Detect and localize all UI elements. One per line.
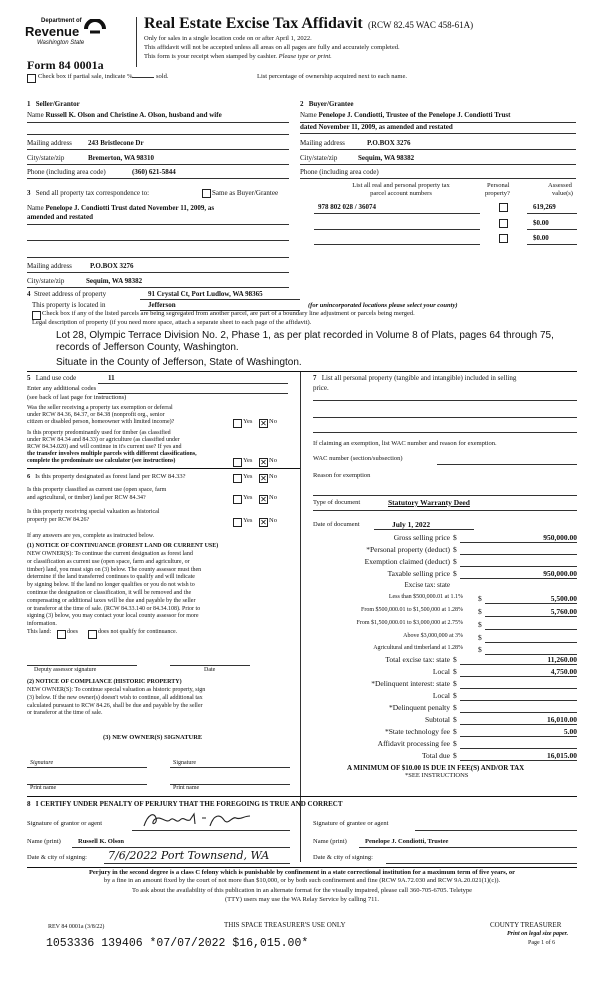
certify-statement: I CERTIFY UNDER PENALTY OF PERJURY THAT THE FOREGOING IS TRUE AND CORRECT <box>35 800 343 808</box>
total-excise-tax-state-value[interactable]: 11,260.00 <box>547 655 577 664</box>
excise-tax-local-dollar: $ <box>453 667 457 676</box>
gross-selling-price-dollar: $ <box>453 533 457 542</box>
parcel-number-1[interactable]: 978 802 028 / 36074 <box>318 203 376 211</box>
dept-line3: Washington State <box>37 40 85 46</box>
assessed-value-1[interactable]: 619,269 <box>533 203 556 211</box>
notice-line: continue the designation or classification, it will be removed and the <box>27 590 192 596</box>
gross-selling-price-value[interactable]: 950,000.00 <box>543 533 577 542</box>
notice-line: determine if the land transferred continues to qualify and will indicate <box>27 574 195 581</box>
grantor-signature <box>140 808 260 832</box>
seller-mailing[interactable]: 243 Bristlecone Dr <box>88 139 144 147</box>
notice-line: NEW OWNER(S): To continue the current designation as forest land <box>27 551 193 557</box>
tax-tier-1-label: Less than $500,000.01 at 1.1% <box>388 594 463 600</box>
taxable-selling-price-value[interactable]: 950,000.00 <box>543 569 577 578</box>
document-date[interactable]: July 1, 2022 <box>392 520 431 529</box>
correspondence-name-line2[interactable]: amended and restated <box>27 213 93 221</box>
personal-property-checkbox-3[interactable] <box>499 234 508 243</box>
tax-tier-2-label: From $500,000.01 to $1,500,000 at 1.28% <box>361 607 463 613</box>
state-technology-fee-dollar: $ <box>453 727 457 736</box>
exemption-no-checkbox[interactable]: ✕ <box>260 419 267 428</box>
correspondence-name-line1[interactable]: Penelope J. Condiotti Trust dated November 11, 2009, as <box>45 204 215 212</box>
personal-property-deduct-dollar: $ <box>453 545 457 554</box>
notice-line: calculated pursuant to RCW 84.26, shall be due and payable by the seller <box>27 702 203 709</box>
total-due-dollar: $ <box>453 751 457 760</box>
notice-line: information. <box>27 621 57 628</box>
forest-yes-checkbox[interactable] <box>233 474 242 483</box>
notice-line: NEW OWNER(S): To continue special valuation as historic property, sign <box>27 687 206 693</box>
dept-line1: Department of <box>41 18 82 24</box>
notice-line: compensating or additional taxes will be due and payable by the seller <box>27 597 196 604</box>
buyer-name-line2[interactable]: dated November 11, 2009, as amended and restated <box>300 123 453 131</box>
notice-line: (3) below. If the new owner(s) doesn't wish to continue, all additional tax <box>27 694 203 701</box>
legal-description-line2[interactable]: records of Jefferson County, Washington. <box>56 342 239 353</box>
tax-tier-4-dollar: $ <box>478 633 482 642</box>
notice-line: by signing below. If the land no longer qualifies or you do not wish to <box>27 582 195 589</box>
personal-property-deduct-label: *Personal property (deduct) <box>366 545 450 554</box>
land-use-code[interactable]: 11 <box>108 374 115 382</box>
does-not-qualify-checkbox[interactable] <box>88 630 97 639</box>
legal-description-line3[interactable]: Situate in the County of Jefferson, State of Washington. <box>56 357 302 368</box>
correspondence-city[interactable]: Sequim, WA 98382 <box>86 277 143 285</box>
note-single-location: Only for sales in a single location code on or after April 1, 2022. <box>144 35 312 42</box>
grantor-print-name[interactable]: Russell K. Olson <box>78 838 125 845</box>
minimum-due-note: A MINIMUM OF $10.00 IS DUE IN FEE(S) AND/OR TAX <box>347 764 525 772</box>
property-county[interactable]: Jefferson <box>148 301 176 309</box>
affidavit-processing-fee-dollar: $ <box>453 739 457 748</box>
tax-tier-2-dollar: $ <box>478 607 482 616</box>
exemption-yes-checkbox[interactable] <box>233 419 242 428</box>
tax-tier-4-label: Above $3,000,000 at 3% <box>403 633 463 639</box>
notice-line: or transferor at the time of sale. <box>27 710 103 717</box>
personal-property-checkbox-2[interactable] <box>499 219 508 228</box>
tax-tier-3-dollar: $ <box>478 620 482 629</box>
excise-tax-state-label-label: Excise tax: state <box>404 581 450 589</box>
buyer-name-line1[interactable]: Penelope J. Condiotti, Trustee of the Penelope J. Condiotti Trust <box>318 111 511 119</box>
new-owner-signature-heading: (3) NEW OWNER(S) SIGNATURE <box>103 734 203 741</box>
total-excise-tax-state-dollar: $ <box>453 655 457 664</box>
buyer-phone-label: Phone (including area code) <box>300 168 379 176</box>
exemption-claimed-deduct-dollar: $ <box>453 557 457 566</box>
tax-tier-3-label: From $1,500,000.01 to $3,000,000 at 2.75% <box>356 620 463 626</box>
legal-paper-note: Print on legal size paper. <box>507 931 569 937</box>
delinquent-interest-state-dollar: $ <box>453 679 457 688</box>
delinquent-interest-state-label: *Delinquent interest: state <box>371 679 450 688</box>
same-as-buyer-label: Same as Buyer/Grantee <box>212 189 279 197</box>
page-number: Page 1 of 6 <box>528 940 556 946</box>
taxable-selling-price-dollar: $ <box>453 569 457 578</box>
availability-line1: To ask about the availability of this publication in an alternate format for the visually impaired, please call 360-705-6705. Teletype <box>132 887 472 894</box>
excise-tax-local-value[interactable]: 4,750.00 <box>550 667 577 676</box>
total-excise-tax-state-label: Total excise tax: state <box>385 655 450 664</box>
seller-name[interactable]: Russell K. Olson and Christine A. Olson, husband and wife <box>45 111 222 119</box>
note-accepted: This affidavit will not be accepted unless all areas on all pages are fully and accurately completed. <box>144 44 400 51</box>
property-street[interactable]: 91 Crystal Ct, Port Ludlow, WA 98365 <box>148 290 263 298</box>
dept-line2: Revenue <box>25 24 80 39</box>
personal-property-checkbox-1[interactable] <box>499 203 508 212</box>
county-treasurer-label: COUNTY TREASURER <box>490 921 562 929</box>
notice-line: or transferor at the time of sale. (RCW 84.33.140 or 84.34.108). Prior to <box>27 605 201 612</box>
document-type[interactable]: Statutory Warranty Deed <box>388 498 470 507</box>
subtotal-dollar: $ <box>453 715 457 724</box>
grantee-print-name[interactable]: Penelope J. Condiotti, Trustee <box>365 838 449 845</box>
grantor-date-city[interactable]: 7/6/2022 Port Townsend, WA <box>108 849 270 862</box>
notice-line: timber) land, you must sign on (3) below. The county assessor must then <box>27 566 202 573</box>
tax-tier-1-dollar: $ <box>478 594 482 603</box>
partial-sale-label: Check box if partial sale, indicate % sold. <box>38 73 169 80</box>
availability-line2: (TTY) users may use the WA Relay Service by calling 711. <box>225 896 379 903</box>
notice-line: signing (3) below, you may contact your local county assessor for more <box>27 613 199 620</box>
state-technology-fee-value[interactable]: 5.00 <box>563 727 577 736</box>
timber-no-checkbox[interactable]: ✕ <box>260 458 267 467</box>
timber-yes-checkbox[interactable] <box>233 458 242 467</box>
form-number: Form 84 0001a <box>27 58 104 72</box>
seller-city[interactable]: Bremerton, WA 98310 <box>88 154 155 162</box>
does-qualify-checkbox[interactable] <box>57 630 66 639</box>
affidavit-processing-fee-label: Affidavit processing fee <box>377 739 450 748</box>
delinquent-penalty-dollar: $ <box>453 703 457 712</box>
subtotal-label: Subtotal <box>424 715 450 724</box>
treasurer-use-heading: THIS SPACE TREASURER'S USE ONLY <box>224 921 346 929</box>
historic-no-checkbox[interactable]: ✕ <box>260 518 267 527</box>
forest-no-checkbox[interactable]: ✕ <box>260 474 267 483</box>
seller-heading: Seller/Grantor <box>35 100 80 108</box>
buyer-mailing[interactable]: P.O.BOX 3276 <box>367 139 411 147</box>
total-due-label: Total due <box>421 751 450 760</box>
tax-tier-5-dollar: $ <box>478 645 482 654</box>
notice-compliance-title: (2) NOTICE OF COMPLIANCE (HISTORIC PROPERTY) <box>27 679 182 685</box>
excise-tax-local-label: Local <box>432 667 450 676</box>
correspondence-mailing[interactable]: P.O.BOX 3276 <box>90 262 134 270</box>
treasurer-receipt-stamp: 1053336 139406 *07/07/2022 $16,015.00* <box>46 937 309 950</box>
subtotal-value[interactable]: 16,010.00 <box>547 715 577 724</box>
tax-tier-1-value[interactable]: 5,500.00 <box>550 594 577 603</box>
taxable-selling-price-label: Taxable selling price <box>387 569 450 578</box>
gross-selling-price-label: Gross selling price <box>393 533 450 542</box>
dor-logo-icon <box>84 19 106 39</box>
see-instructions-note: *SEE INSTRUCTIONS <box>405 772 469 779</box>
same-as-buyer-checkbox[interactable] <box>202 189 211 198</box>
perjury-line2: by a fine in an amount fixed by the court of not more than $10,000, or by both such confinement and fine (RCW 9A.72.030 and RCW 9A.20.021(1)(c)). <box>103 877 501 884</box>
tax-tier-5-label: Agricultural and timberland at 1.28% <box>373 645 463 651</box>
tax-tier-2-value[interactable]: 5,760.00 <box>550 607 577 616</box>
exemption-claimed-deduct-label: Exemption claimed (deduct) <box>364 557 450 566</box>
perjury-line1: Perjury in the second degree is a class C felony which is punishable by confinement in a state correctional institution for a maximum term of five years, or <box>88 869 516 876</box>
total-due-value[interactable]: 16,015.00 <box>547 751 577 760</box>
assessed-value-3[interactable]: $0.00 <box>533 234 549 242</box>
buyer-heading: Buyer/Grantee <box>308 100 354 108</box>
notice-continuance-title: (1) NOTICE OF CONTINUANCE (FOREST LAND OR CURRENT USE) <box>27 543 219 549</box>
seller-phone[interactable]: (360) 621-5844 <box>132 168 176 176</box>
historic-yes-checkbox[interactable] <box>233 518 242 527</box>
current-use-no-checkbox[interactable]: ✕ <box>260 495 267 504</box>
revision-code: REV 84 0001a (3/8/22) <box>48 924 105 930</box>
form-title-ref: (RCW 82.45 WAC 458-61A) <box>368 20 474 30</box>
form-title: Real Estate Excise Tax Affidavit <box>144 15 363 32</box>
delinquent-interest-local-label: Local <box>432 691 450 700</box>
partial-sale-checkbox[interactable] <box>27 74 36 83</box>
assessed-value-2[interactable]: $0.00 <box>533 219 549 227</box>
note-receipt: This form is your receipt when stamped by cashier. Please type or print. <box>144 53 332 60</box>
notice-line: or classification as current use (open space, farm and agriculture, or <box>27 558 190 565</box>
state-technology-fee-label: *State technology fee <box>385 727 450 736</box>
delinquent-interest-local-dollar: $ <box>453 691 457 700</box>
buyer-city[interactable]: Sequim, WA 98382 <box>358 154 415 162</box>
current-use-yes-checkbox[interactable] <box>233 495 242 504</box>
ownership-note: List percentage of ownership acquired next to each name. <box>257 73 407 80</box>
delinquent-penalty-label: *Delinquent penalty <box>388 703 450 712</box>
legal-description-line1[interactable]: Lot 28, Olympic Terrace Division No. 2, Phase 1, as per plat recorded in Volume 8 of Plats, pages 64 through 75, <box>56 330 554 341</box>
